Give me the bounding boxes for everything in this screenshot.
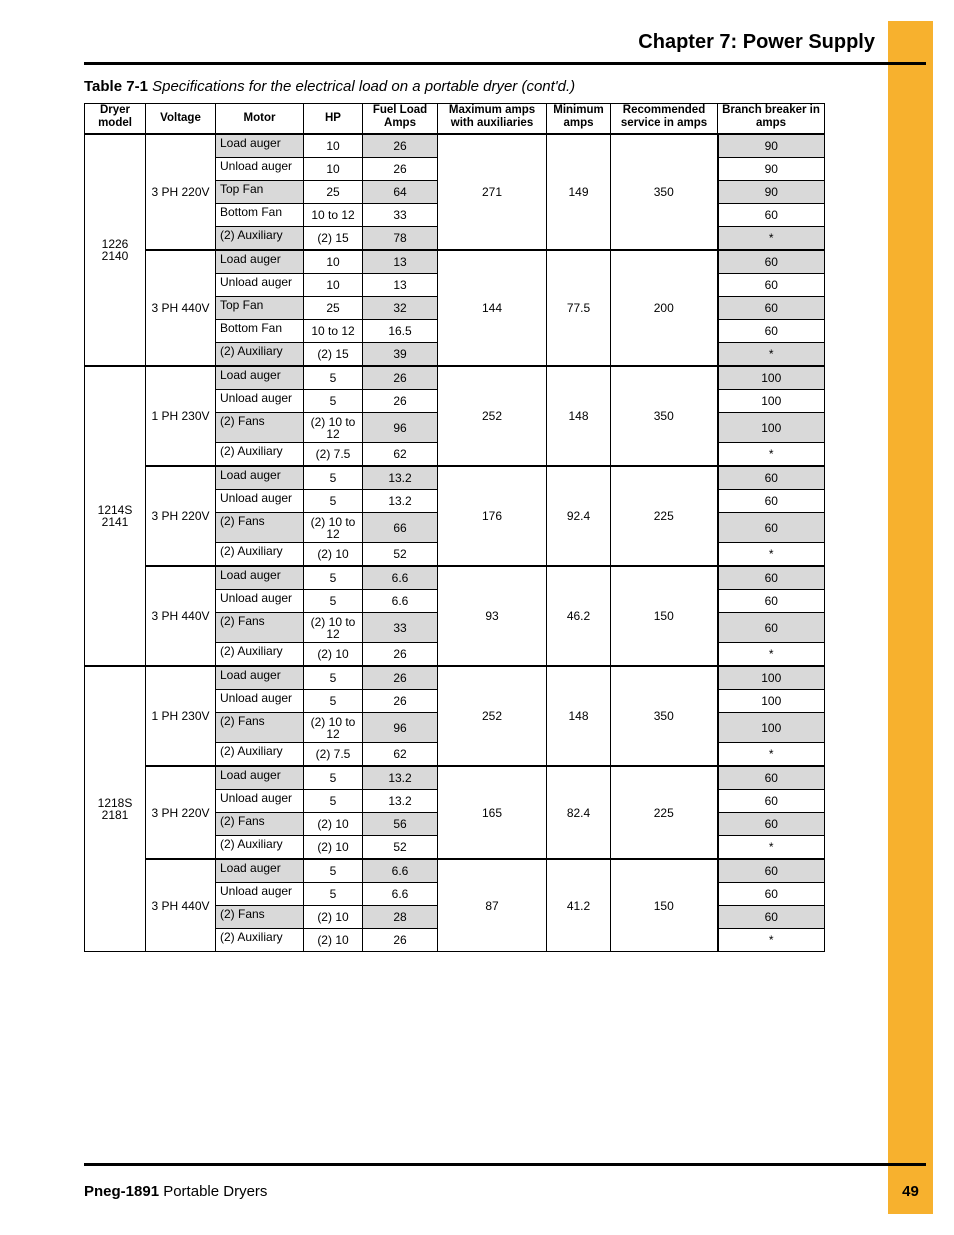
recommended-service-cell: 350 bbox=[611, 366, 718, 466]
table-number: Table 7-1 bbox=[84, 78, 148, 95]
footer-doc-title: Portable Dryers bbox=[159, 1183, 268, 1200]
fuel-load-amps-cell: 62 bbox=[363, 743, 438, 767]
hp-cell: 10 bbox=[304, 274, 363, 297]
fuel-load-amps-cell: 26 bbox=[363, 690, 438, 713]
motor-cell: Unload auger bbox=[216, 490, 304, 513]
fuel-load-amps-cell: 33 bbox=[363, 204, 438, 227]
fuel-load-amps-cell: 32 bbox=[363, 297, 438, 320]
hp-cell: 5 bbox=[304, 859, 363, 883]
branch-breaker-cell: * bbox=[718, 227, 825, 251]
motor-cell: Unload auger bbox=[216, 590, 304, 613]
voltage-cell: 3 PH 220V bbox=[146, 466, 216, 566]
min-amps-cell: 148 bbox=[547, 666, 611, 766]
motor-cell: (2) Auxiliary bbox=[216, 543, 304, 567]
branch-breaker-cell: 60 bbox=[718, 250, 825, 274]
footer-rule bbox=[84, 1163, 926, 1166]
fuel-load-amps-cell: 26 bbox=[363, 158, 438, 181]
motor-cell: Unload auger bbox=[216, 883, 304, 906]
motor-cell: (2) Auxiliary bbox=[216, 227, 304, 251]
hp-cell: (2) 15 bbox=[304, 343, 363, 367]
motor-cell: (2) Auxiliary bbox=[216, 343, 304, 367]
motor-cell: Top Fan bbox=[216, 181, 304, 204]
table-row bbox=[85, 859, 825, 883]
hp-cell: 25 bbox=[304, 297, 363, 320]
branch-breaker-cell: 100 bbox=[718, 666, 825, 690]
min-amps-cell: 92.4 bbox=[547, 466, 611, 566]
hp-cell: 10 bbox=[304, 250, 363, 274]
motor-cell: Unload auger bbox=[216, 274, 304, 297]
fuel-load-amps-cell: 26 bbox=[363, 390, 438, 413]
motor-cell: (2) Auxiliary bbox=[216, 743, 304, 767]
hp-cell: (2) 10 bbox=[304, 906, 363, 929]
branch-breaker-cell: * bbox=[718, 643, 825, 667]
min-amps-cell: 41.2 bbox=[547, 859, 611, 952]
dryer-model-cell: 1218S 2181 bbox=[85, 666, 146, 952]
hp-cell: 5 bbox=[304, 466, 363, 490]
header-rule bbox=[84, 62, 926, 65]
hp-cell: 5 bbox=[304, 766, 363, 790]
branch-breaker-cell: * bbox=[718, 543, 825, 567]
col-header-branch-breaker: Branch breaker in amps bbox=[718, 104, 825, 135]
branch-breaker-cell: 60 bbox=[718, 813, 825, 836]
fuel-load-amps-cell: 26 bbox=[363, 666, 438, 690]
footer-doc-number: Pneg-1891 bbox=[84, 1183, 160, 1200]
motor-cell: Bottom Fan bbox=[216, 204, 304, 227]
fuel-load-amps-cell: 66 bbox=[363, 513, 438, 543]
table-row bbox=[85, 466, 825, 490]
branch-breaker-cell: 60 bbox=[718, 204, 825, 227]
hp-cell: 5 bbox=[304, 790, 363, 813]
fuel-load-amps-cell: 6.6 bbox=[363, 859, 438, 883]
hp-cell: (2) 10 to 12 bbox=[304, 413, 363, 443]
hp-cell: (2) 10 bbox=[304, 643, 363, 667]
recommended-service-cell: 225 bbox=[611, 466, 718, 566]
hp-cell: 5 bbox=[304, 690, 363, 713]
hp-cell: (2) 7.5 bbox=[304, 743, 363, 767]
max-amps-cell: 144 bbox=[438, 250, 547, 366]
min-amps-cell: 82.4 bbox=[547, 766, 611, 859]
hp-cell: (2) 7.5 bbox=[304, 443, 363, 467]
motor-cell: (2) Auxiliary bbox=[216, 836, 304, 860]
max-amps-cell: 165 bbox=[438, 766, 547, 859]
hp-cell: (2) 10 bbox=[304, 543, 363, 567]
branch-breaker-cell: 60 bbox=[718, 274, 825, 297]
table-row bbox=[85, 250, 825, 274]
fuel-load-amps-cell: 39 bbox=[363, 343, 438, 367]
fuel-load-amps-cell: 26 bbox=[363, 366, 438, 390]
table-caption-text: Specifications for the electrical load on a portable dryer (cont'd.) bbox=[152, 78, 576, 95]
branch-breaker-cell: 60 bbox=[718, 766, 825, 790]
voltage-cell: 3 PH 440V bbox=[146, 250, 216, 366]
voltage-cell: 3 PH 440V bbox=[146, 566, 216, 666]
branch-breaker-cell: 100 bbox=[718, 366, 825, 390]
branch-breaker-cell: 100 bbox=[718, 690, 825, 713]
fuel-load-amps-cell: 6.6 bbox=[363, 590, 438, 613]
hp-cell: 5 bbox=[304, 390, 363, 413]
motor-cell: (2) Fans bbox=[216, 906, 304, 929]
dryer-model-cell: 1214S 2141 bbox=[85, 366, 146, 666]
fuel-load-amps-cell: 13.2 bbox=[363, 790, 438, 813]
motor-cell: Load auger bbox=[216, 566, 304, 590]
fuel-load-amps-cell: 64 bbox=[363, 181, 438, 204]
chapter-title: Chapter 7: Power Supply bbox=[638, 31, 875, 53]
fuel-load-amps-cell: 13 bbox=[363, 250, 438, 274]
branch-breaker-cell: 60 bbox=[718, 297, 825, 320]
hp-cell: 10 bbox=[304, 158, 363, 181]
motor-cell: Unload auger bbox=[216, 390, 304, 413]
motor-cell: (2) Auxiliary bbox=[216, 443, 304, 467]
fuel-load-amps-cell: 16.5 bbox=[363, 320, 438, 343]
fuel-load-amps-cell: 56 bbox=[363, 813, 438, 836]
motor-cell: Unload auger bbox=[216, 158, 304, 181]
max-amps-cell: 271 bbox=[438, 134, 547, 250]
branch-breaker-cell: * bbox=[718, 443, 825, 467]
electrical-load-table bbox=[84, 103, 825, 952]
voltage-cell: 3 PH 440V bbox=[146, 859, 216, 952]
branch-breaker-cell: 60 bbox=[718, 466, 825, 490]
motor-cell: Load auger bbox=[216, 766, 304, 790]
branch-breaker-cell: 60 bbox=[718, 613, 825, 643]
fuel-load-amps-cell: 33 bbox=[363, 613, 438, 643]
branch-breaker-cell: 100 bbox=[718, 413, 825, 443]
col-header-hp: HP bbox=[304, 104, 363, 135]
recommended-service-cell: 350 bbox=[611, 134, 718, 250]
recommended-service-cell: 225 bbox=[611, 766, 718, 859]
table-row bbox=[85, 134, 825, 158]
branch-breaker-cell: 60 bbox=[718, 906, 825, 929]
fuel-load-amps-cell: 96 bbox=[363, 413, 438, 443]
table-row bbox=[85, 766, 825, 790]
fuel-load-amps-cell: 13 bbox=[363, 274, 438, 297]
branch-breaker-cell: 90 bbox=[718, 181, 825, 204]
fuel-load-amps-cell: 52 bbox=[363, 836, 438, 860]
recommended-service-cell: 200 bbox=[611, 250, 718, 366]
fuel-load-amps-cell: 26 bbox=[363, 929, 438, 952]
motor-cell: Load auger bbox=[216, 666, 304, 690]
motor-cell: Bottom Fan bbox=[216, 320, 304, 343]
table-body bbox=[85, 134, 825, 952]
hp-cell: 5 bbox=[304, 666, 363, 690]
motor-cell: (2) Fans bbox=[216, 813, 304, 836]
hp-cell: 5 bbox=[304, 883, 363, 906]
motor-cell: (2) Fans bbox=[216, 513, 304, 543]
motor-cell: Load auger bbox=[216, 366, 304, 390]
voltage-cell: 3 PH 220V bbox=[146, 766, 216, 859]
max-amps-cell: 252 bbox=[438, 366, 547, 466]
branch-breaker-cell: * bbox=[718, 929, 825, 952]
hp-cell: (2) 10 to 12 bbox=[304, 713, 363, 743]
hp-cell: 10 to 12 bbox=[304, 320, 363, 343]
hp-cell: (2) 10 to 12 bbox=[304, 613, 363, 643]
hp-cell: (2) 10 to 12 bbox=[304, 513, 363, 543]
table-row bbox=[85, 366, 825, 390]
branch-breaker-cell: 60 bbox=[718, 513, 825, 543]
branch-breaker-cell: 90 bbox=[718, 134, 825, 158]
fuel-load-amps-cell: 96 bbox=[363, 713, 438, 743]
hp-cell: 5 bbox=[304, 366, 363, 390]
hp-cell: (2) 10 bbox=[304, 836, 363, 860]
fuel-load-amps-cell: 6.6 bbox=[363, 883, 438, 906]
motor-cell: Load auger bbox=[216, 250, 304, 274]
motor-cell: Load auger bbox=[216, 134, 304, 158]
footer-doc-info bbox=[84, 1183, 267, 1200]
voltage-cell: 1 PH 230V bbox=[146, 666, 216, 766]
col-header-voltage: Voltage bbox=[146, 104, 216, 135]
recommended-service-cell: 150 bbox=[611, 859, 718, 952]
hp-cell: (2) 15 bbox=[304, 227, 363, 251]
fuel-load-amps-cell: 28 bbox=[363, 906, 438, 929]
hp-cell: 5 bbox=[304, 490, 363, 513]
motor-cell: Load auger bbox=[216, 466, 304, 490]
table-header-row bbox=[85, 104, 825, 135]
branch-breaker-cell: 60 bbox=[718, 566, 825, 590]
col-header-motor: Motor bbox=[216, 104, 304, 135]
min-amps-cell: 46.2 bbox=[547, 566, 611, 666]
hp-cell: 5 bbox=[304, 590, 363, 613]
motor-cell: (2) Auxiliary bbox=[216, 643, 304, 667]
dryer-model-cell: 1226 2140 bbox=[85, 134, 146, 366]
recommended-service-cell: 150 bbox=[611, 566, 718, 666]
branch-breaker-cell: 60 bbox=[718, 590, 825, 613]
branch-breaker-cell: 100 bbox=[718, 713, 825, 743]
branch-breaker-cell: 100 bbox=[718, 390, 825, 413]
motor-cell: Load auger bbox=[216, 859, 304, 883]
col-header-recommended-service: Recommended service in amps bbox=[611, 104, 718, 135]
motor-cell: Unload auger bbox=[216, 790, 304, 813]
min-amps-cell: 148 bbox=[547, 366, 611, 466]
fuel-load-amps-cell: 78 bbox=[363, 227, 438, 251]
branch-breaker-cell: 60 bbox=[718, 320, 825, 343]
motor-cell: Top Fan bbox=[216, 297, 304, 320]
hp-cell: 10 to 12 bbox=[304, 204, 363, 227]
max-amps-cell: 87 bbox=[438, 859, 547, 952]
motor-cell: (2) Auxiliary bbox=[216, 929, 304, 952]
table-row bbox=[85, 666, 825, 690]
chapter-sidebar-tab bbox=[888, 21, 933, 1214]
fuel-load-amps-cell: 62 bbox=[363, 443, 438, 467]
table-caption bbox=[84, 78, 575, 95]
motor-cell: (2) Fans bbox=[216, 613, 304, 643]
fuel-load-amps-cell: 26 bbox=[363, 643, 438, 667]
table-row bbox=[85, 566, 825, 590]
fuel-load-amps-cell: 26 bbox=[363, 134, 438, 158]
hp-cell: 25 bbox=[304, 181, 363, 204]
branch-breaker-cell: 60 bbox=[718, 490, 825, 513]
max-amps-cell: 252 bbox=[438, 666, 547, 766]
fuel-load-amps-cell: 13.2 bbox=[363, 490, 438, 513]
branch-breaker-cell: * bbox=[718, 343, 825, 367]
voltage-cell: 1 PH 230V bbox=[146, 366, 216, 466]
max-amps-cell: 176 bbox=[438, 466, 547, 566]
branch-breaker-cell: 60 bbox=[718, 883, 825, 906]
fuel-load-amps-cell: 13.2 bbox=[363, 766, 438, 790]
branch-breaker-cell: 60 bbox=[718, 859, 825, 883]
motor-cell: Unload auger bbox=[216, 690, 304, 713]
motor-cell: (2) Fans bbox=[216, 413, 304, 443]
page-number: 49 bbox=[902, 1183, 919, 1200]
min-amps-cell: 77.5 bbox=[547, 250, 611, 366]
branch-breaker-cell: 60 bbox=[718, 790, 825, 813]
motor-cell: (2) Fans bbox=[216, 713, 304, 743]
min-amps-cell: 149 bbox=[547, 134, 611, 250]
hp-cell: (2) 10 bbox=[304, 929, 363, 952]
max-amps-cell: 93 bbox=[438, 566, 547, 666]
voltage-cell: 3 PH 220V bbox=[146, 134, 216, 250]
col-header-dryer-model: Dryer model bbox=[85, 104, 146, 135]
branch-breaker-cell: 90 bbox=[718, 158, 825, 181]
col-header-max-amps: Maximum amps with auxiliaries bbox=[438, 104, 547, 135]
col-header-min-amps: Minimum amps bbox=[547, 104, 611, 135]
fuel-load-amps-cell: 13.2 bbox=[363, 466, 438, 490]
hp-cell: 5 bbox=[304, 566, 363, 590]
fuel-load-amps-cell: 52 bbox=[363, 543, 438, 567]
branch-breaker-cell: * bbox=[718, 836, 825, 860]
fuel-load-amps-cell: 6.6 bbox=[363, 566, 438, 590]
recommended-service-cell: 350 bbox=[611, 666, 718, 766]
hp-cell: (2) 10 bbox=[304, 813, 363, 836]
branch-breaker-cell: * bbox=[718, 743, 825, 767]
hp-cell: 10 bbox=[304, 134, 363, 158]
col-header-fuel-load-amps: Fuel Load Amps bbox=[363, 104, 438, 135]
